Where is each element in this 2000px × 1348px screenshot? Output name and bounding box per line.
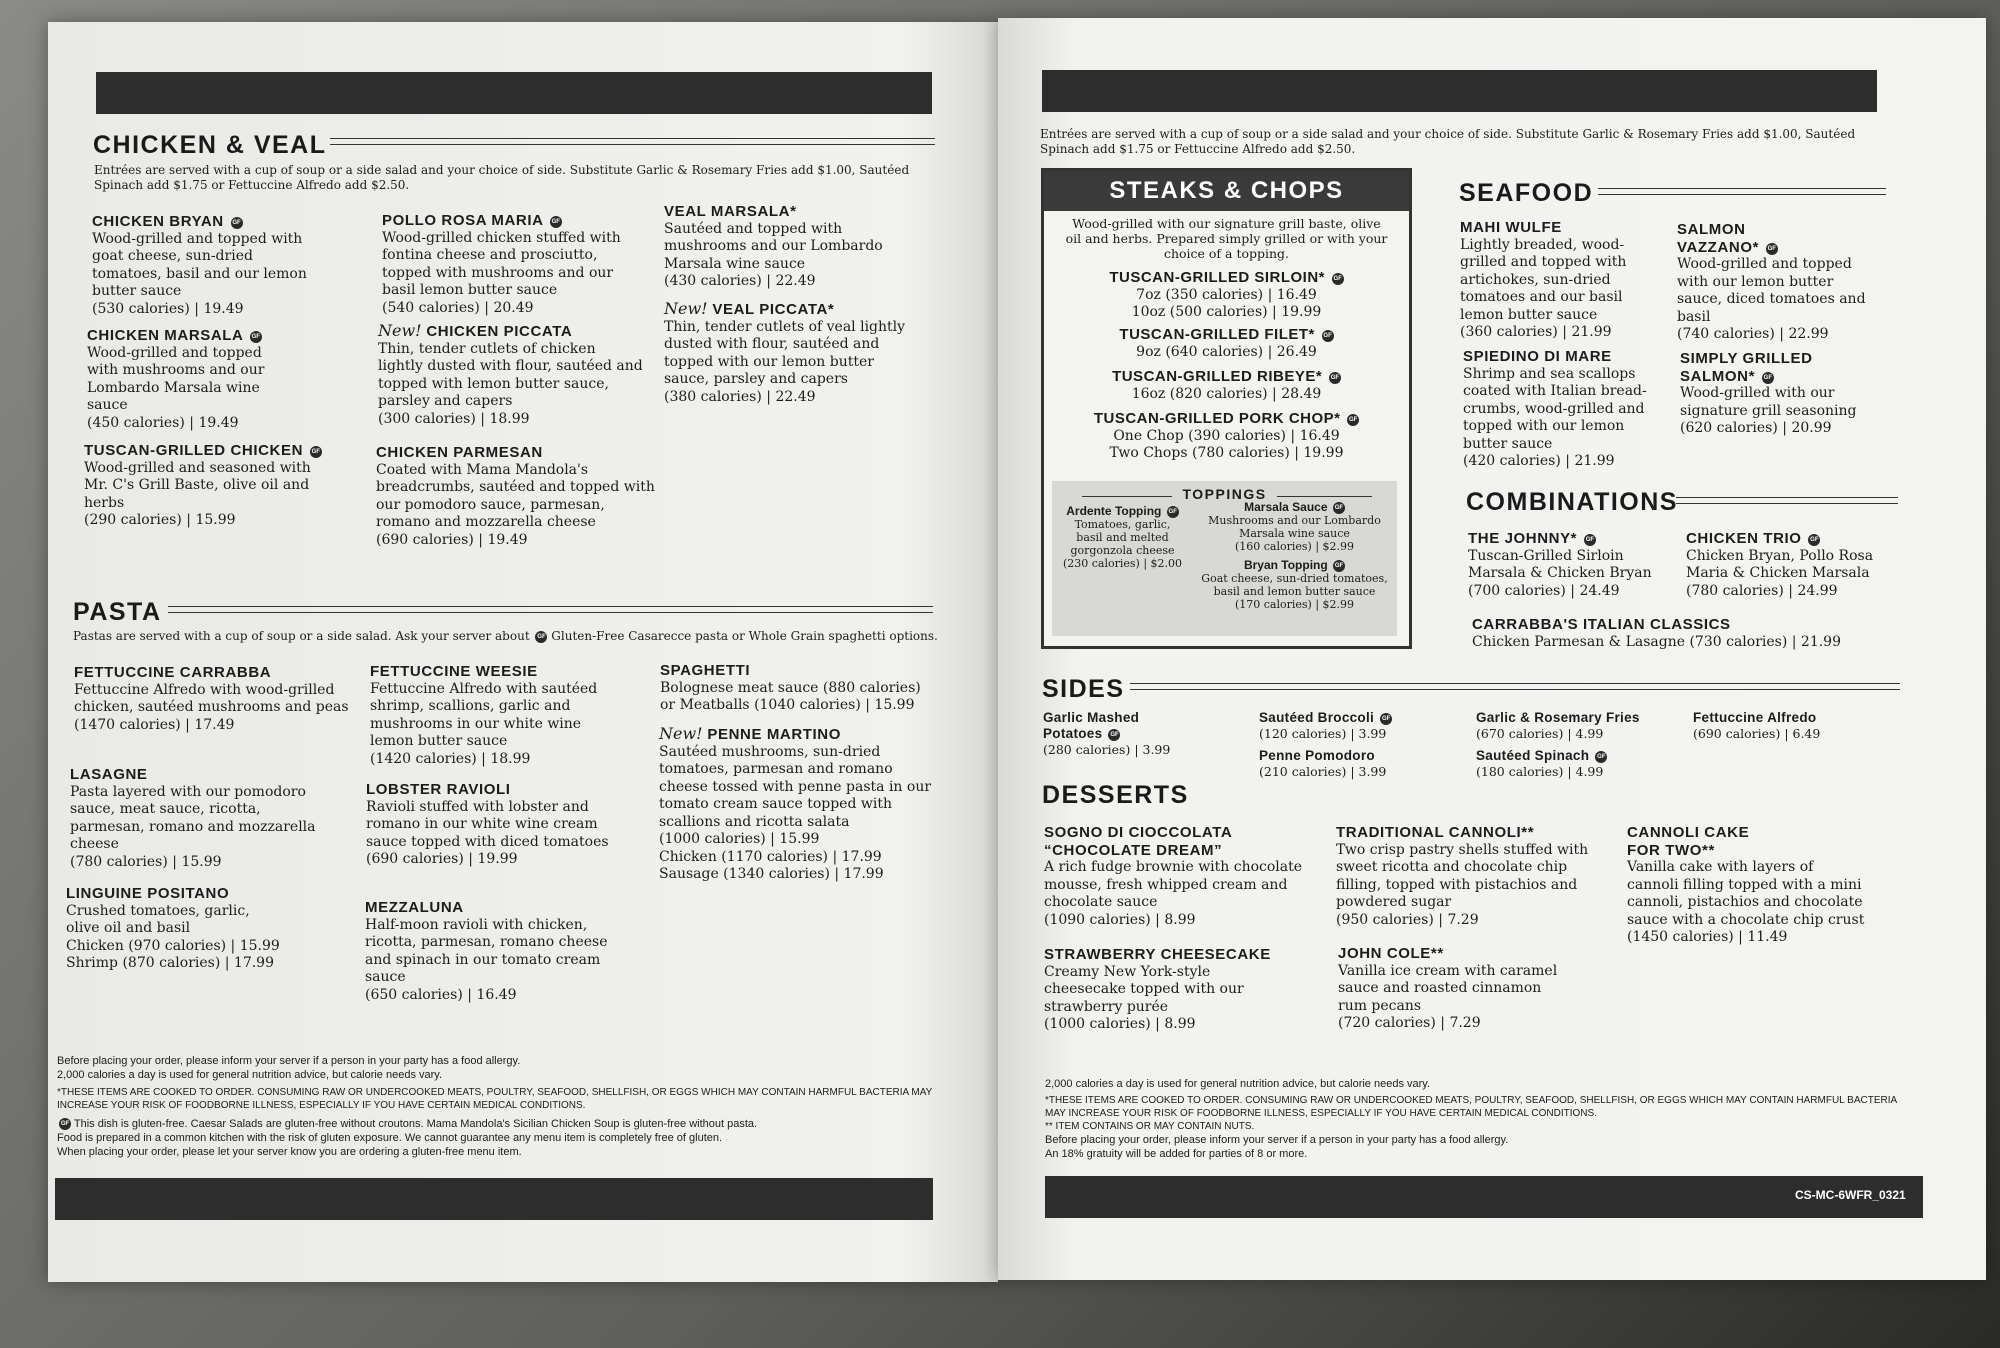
item-description: Sautéed and topped with mushrooms and our Lombardo Marsala wine sauce [664,220,883,272]
item-name: MAHI WULFE [1460,219,1562,236]
header-bar-right [1042,70,1877,112]
item-price: (1420 calories) | 18.99 [370,750,531,767]
item-description: Two crisp pastry shells stuffed with sweet ricotta and chocolate chip filling, topped with pistachios and powdered sugar [1336,841,1589,910]
item-description: Wood-grilled chicken stuffed with fontina cheese and prosciutto, topped with mushrooms and our basil lemon butter sauce [382,229,621,298]
gluten-free-icon: GF [59,1118,71,1130]
item-price: (1450 calories) | 11.49 [1627,929,1788,945]
item-description: Fettuccine Alfredo with sautéed shrimp, scallions, garlic and mushrooms in our white wine lemon butter sauce [370,680,598,749]
menu-item [87,327,297,432]
gluten-free-icon: GF [1595,751,1607,763]
item-name: Sautéed Broccoli GF [1259,710,1391,725]
calorie-note: 2,000 calories a day is used for general nutrition advice, but calorie needs vary. [1045,1078,1431,1090]
menu-item [1336,824,1606,929]
menu-item [70,766,335,871]
item-name: Sautéed Spinach GF [1476,748,1606,763]
steaks-note: Entrées are served with a cup of soup or a side salad and your choice of side. Substitute Garlic & Rosemary Fries add $1.00, Sautéed Spinach add $1.75 or Fettuccine Alfredo add $2.50. [1040,127,1856,156]
item-name: LOBSTER RAVIOLI [366,781,511,798]
section-rule [1130,683,1900,690]
item-description: Sautéed mushrooms, sun-dried tomatoes, parmesan and romano cheese tossed with penne pasta in our tomato cream sauce topped with scallions and ricotta salata [659,743,932,830]
gluten-free-icon: GF [1108,729,1120,741]
header-bar-left [96,72,932,114]
menu-item [1044,946,1274,1034]
item-name: FETTUCCINE WEESIE [370,663,538,680]
gluten-free-icon: GF [1380,713,1392,725]
item-price: 16oz (820 calories) | 28.49 [1131,386,1322,402]
topping-item: Marsala Sauce GF Mushrooms and our Lombardo Marsala wine sauce (160 calories) | $2.99 [1208,500,1381,553]
topping-description: Goat cheese, sun-dried tomatoes, basil and lemon butter sauce [1201,572,1388,598]
gluten-free-icon: GF [535,631,547,643]
item-description: Thin, tender cutlets of veal lightly dusted with flour, sautéed and topped with our lemon butter sauce, parsley and capers [664,318,906,387]
item-description: Wood-grilled and seasoned with Mr. C's Grill Baste, olive oil and herbs [84,459,311,511]
item-price: (720 calories) | 7.29 [1338,1015,1481,1031]
steaks-intro: Wood-grilled with our signature grill baste, olive oil and herbs. Prepared simply grilled or with your choice of a topping. [1065,216,1388,261]
item-price: (210 calories) | 3.99 [1259,764,1387,779]
item-price: (650 calories) | 16.49 [365,986,517,1003]
item-name-line2: SALMON* GF [1680,367,1772,385]
gluten-free-icon: GF [1333,560,1345,572]
item-price: Chicken (1170 calories) | 17.99 [659,848,882,865]
menu-item [1044,326,1409,361]
topping-price: (160 calories) | $2.99 [1234,540,1355,553]
item-price: (530 calories) | 19.49 [92,300,244,317]
item-price: (120 calories) | 3.99 [1259,726,1387,741]
gluten-free-icon: GF [1332,273,1344,285]
item-name: CHICKEN TRIO GF [1686,530,1819,547]
menu-item [1472,616,1892,651]
item-price: (300 calories) | 18.99 [378,410,530,427]
nut-warning: ** ITEM CONTAINS OR MAY CONTAIN NUTS. [1045,1121,1255,1132]
item-price: (780 calories) | 15.99 [70,853,222,870]
item-name: Penne Pomodoro [1259,748,1375,763]
item-price: (1000 calories) | 15.99 [659,831,820,847]
section-title-chicken-veal: CHICKEN & VEAL [93,131,327,159]
left-footer-notes [57,1054,937,1159]
gluten-free-icon: GF [1167,506,1179,518]
gluten-free-icon: GF [1762,372,1774,384]
item-name: Fettuccine Alfredo [1693,710,1817,725]
toppings-rule [1082,496,1172,497]
topping-price: (230 calories) | $2.00 [1062,557,1183,570]
menu-item [1468,530,1673,600]
item-price: 7oz (350 calories) | 16.49 [1136,287,1317,303]
item-price: (1000 calories) | 8.99 [1044,1016,1196,1032]
menu-item [1686,530,1891,600]
side-item [1043,710,1223,758]
menu-item [66,885,286,973]
section-rule [330,138,935,145]
item-price: (670 calories) | 4.99 [1476,726,1604,741]
item-name: SPAGHETTI [660,662,751,679]
gratuity-note: An 18% gratuity will be added for parties of 8 or more. [1045,1148,1308,1160]
section-rule [168,606,933,613]
section-title-desserts: DESSERTS [1042,781,1189,809]
footer-bar-left [55,1178,933,1220]
menu-item [378,322,643,428]
item-price: (450 calories) | 19.49 [87,414,239,431]
menu-item [74,664,354,734]
gluten-free-icon: GF [1322,330,1334,342]
item-name-line2: “CHOCOLATE DREAM” [1044,841,1223,859]
menu-item [370,663,625,768]
gluten-free-icon: GF [231,217,243,229]
gluten-free-icon: GF [1347,414,1359,426]
item-price: (620 calories) | 20.99 [1680,420,1832,436]
item-name: SIMPLY GRILLED [1680,350,1813,367]
item-name: CANNOLI CAKE [1627,824,1750,841]
item-price: 9oz (640 calories) | 26.49 [1136,344,1317,360]
section-title-pasta: PASTA [73,598,162,626]
item-description: Vanilla ice cream with caramel sauce and roasted cinnamon rum pecans [1338,962,1558,1014]
menu-item [1044,824,1324,929]
menu-item [659,725,934,884]
new-label: New! [378,321,422,340]
item-name: TRADITIONAL CANNOLI** [1336,824,1535,841]
topping-item: Ardente Topping GF Tomatoes, garlic, basil and melted gorgonzola cheese (230 calories) | $2.00 [1062,504,1183,570]
item-price: (690 calories) | 6.49 [1693,726,1821,741]
item-name: Garlic & Rosemary Fries [1476,710,1640,725]
item-price: (380 calories) | 22.49 [664,388,816,405]
item-name: SPIEDINO DI MARE [1463,348,1612,365]
section-rule [1598,188,1886,195]
item-description: Bolognese meat sauce (880 calories) or Meatballs (1040 calories) | 15.99 [660,679,921,713]
item-price: (180 calories) | 4.99 [1476,764,1604,779]
item-name: CHICKEN BRYAN GF [92,213,241,230]
section-title-steaks-chops: STEAKS & CHOPS [1044,171,1409,211]
calorie-note: 2,000 calories a day is used for general nutrition advice, but calorie needs vary. [57,1069,443,1081]
footer-bar-right [1045,1176,1923,1218]
item-price: (540 calories) | 20.49 [382,299,534,316]
section-title-seafood: SEAFOOD [1459,179,1594,207]
item-description: Wood-grilled and topped with goat cheese, sun-dried tomatoes, basil and our lemon butter sauce [92,230,307,299]
menu-item [1463,348,1658,471]
item-name: JOHN COLE** [1338,945,1444,962]
item-price: (280 calories) | 3.99 [1043,742,1171,757]
allergy-note: Before placing your order, please inform your server if a person in your party has a food allergy. [1045,1134,1509,1146]
right-footer-notes [1045,1077,1915,1161]
menu-item [1044,368,1409,403]
item-description: Pasta layered with our pomodoro sauce, meat sauce, ricotta, parmesan, romano and mozzarella cheese [70,783,316,852]
toppings-box [1052,481,1397,636]
menu-item [1338,945,1568,1033]
side-item [1259,748,1439,780]
topping-description: Tomatoes, garlic, basil and melted gorgonzola cheese [1070,518,1175,557]
item-description: Lightly breaded, wood-grilled and topped with artichokes, sun-dried tomatoes and our basil lemon butter sauce [1460,236,1627,323]
item-description: Wood-grilled with our signature grill seasoning [1680,385,1857,419]
gluten-free-icon: GF [550,216,562,228]
item-description: Shrimp and sea scallops coated with Italian bread-crumbs, wood-grilled and topped with our lemon butter sauce [1463,365,1647,452]
side-item [1476,710,1676,742]
menu-item [1677,221,1877,344]
section-title-combinations: COMBINATIONS [1466,488,1678,516]
item-price: (1470 calories) | 17.49 [74,716,235,733]
new-label: New! [664,299,708,318]
menu-item [1044,269,1409,321]
side-item [1259,710,1439,742]
item-name: New! VEAL PICCATA* [664,299,835,318]
menu-item [84,442,320,530]
item-price: (780 calories) | 24.99 [1686,582,1838,599]
gluten-free-icon: GF [310,446,322,458]
item-price: (360 calories) | 21.99 [1460,324,1612,340]
item-price: (950 calories) | 7.29 [1336,911,1479,928]
menu-item [664,300,914,406]
item-price: Sausage (1340 calories) | 17.99 [659,866,884,882]
steaks-chops-box [1041,168,1412,649]
item-name: SALMON [1677,221,1746,238]
menu-item [1627,824,1867,947]
menu-item [660,662,930,715]
item-name: MEZZALUNA [365,899,464,916]
item-name: New! CHICKEN PICCATA [378,321,573,340]
menu-item [382,212,647,317]
menu-item [365,899,630,1004]
section-rule [1676,497,1898,504]
item-price: Chicken (970 calories) | 15.99 [66,937,280,954]
gluten-free-icon: GF [1333,502,1345,514]
gluten-exposure-note: Food is prepared in a common kitchen with the risk of gluten exposure. We cannot guarantee any menu item is completely free of gluten. [57,1132,723,1144]
side-item [1476,748,1676,780]
item-price: One Chop (390 calories) | 16.49 [1113,428,1340,444]
item-price: (700 calories) | 24.49 [1468,582,1620,599]
item-name-line2: VAZZANO* GF [1677,238,1776,256]
item-name: THE JOHNNY* GF [1468,530,1595,547]
item-name: CHICKEN MARSALA GF [87,327,260,344]
item-price: (740 calories) | 22.99 [1677,326,1829,342]
item-price: (690 calories) | 19.49 [376,531,528,548]
item-description: Wood-grilled and topped with mushrooms and our Lombardo Marsala wine sauce [87,344,265,413]
item-description: Tuscan-Grilled Sirloin Marsala & Chicken Bryan [1468,547,1652,581]
item-name: VEAL MARSALA* [664,203,797,220]
item-description: Vanilla cake with layers of cannoli filling topped with a mini cannoli, pistachios and chocolate sauce with a chocolate chip crust [1627,859,1865,928]
item-description: Coated with Mama Mandola's breadcrumbs, sautéed and topped with our pomodoro sauce, parmesan, romano and mozzarella cheese [376,461,655,530]
item-price: 10oz (500 calories) | 19.99 [1131,304,1322,320]
menu-item [376,444,656,549]
item-name: TUSCAN-GRILLED SIRLOIN* GF [1109,269,1342,286]
gluten-free-icon: GF [1808,534,1820,546]
item-price: (420 calories) | 21.99 [1463,453,1615,469]
item-description: Ravioli stuffed with lobster and romano in our white wine cream sauce topped with diced tomatoes [366,798,609,850]
item-name: TUSCAN-GRILLED RIBEYE* GF [1112,368,1340,385]
menu-code: CS-MC-6WFR_0321 [1795,1188,1906,1202]
item-name: LASAGNE [70,766,148,783]
item-name: POLLO ROSA MARIA GF [382,212,560,229]
menu-item [664,203,914,291]
toppings-title: TOPPINGS [1182,486,1267,502]
item-name: TUSCAN-GRILLED CHICKEN GF [84,442,320,459]
item-description: A rich fudge brownie with chocolate mousse, fresh whipped cream and chocolate sauce [1044,859,1303,910]
item-name: CARRABBA'S ITALIAN CLASSICS [1472,616,1731,633]
gluten-free-icon: GF [1329,372,1341,384]
gluten-order-note: When placing your order, please let your server know you are ordering a gluten-free menu item. [57,1146,522,1158]
item-name-line2: FOR TWO** [1627,841,1715,859]
item-name: FETTUCCINE CARRABBA [74,664,272,681]
item-description: Chicken Parmesan & Lasagne (730 calories) | 21.99 [1472,633,1841,650]
item-price: (430 calories) | 22.49 [664,273,816,289]
item-name: TUSCAN-GRILLED PORK CHOP* GF [1093,410,1358,427]
menu-item [1680,350,1880,438]
menu-item [1460,219,1655,342]
item-description: Thin, tender cutlets of chicken lightly dusted with flour, sautéed and topped with lemon butter sauce, parsley and capers [378,340,643,409]
item-description: Creamy New York-style cheesecake topped with our strawberry purée [1044,963,1244,1015]
menu-item [92,213,312,318]
item-price: (290 calories) | 15.99 [84,512,236,528]
topping-item: Bryan Topping GF Goat cheese, sun-dried tomatoes, basil and lemon butter sauce (170 calories) | $2.99 [1201,558,1388,611]
item-description: Wood-grilled and topped with our lemon butter sauce, diced tomatoes and basil [1677,256,1866,325]
chicken-veal-note: Entrées are served with a cup of soup or a side salad and your choice of side. Substitute Garlic & Rosemary Fries add $1.00, Sautéed Spinach add $1.75 or Fettuccine Alfredo add $2.50. [94,163,910,192]
item-price: Shrimp (870 calories) | 17.99 [66,955,274,971]
item-price: (1090 calories) | 8.99 [1044,911,1196,928]
item-name: TUSCAN-GRILLED FILET* GF [1119,326,1332,343]
item-description: Fettuccine Alfredo with wood-grilled chicken, sautéed mushrooms and peas [74,681,349,715]
raw-food-warning: *THESE ITEMS ARE COOKED TO ORDER. CONSUMING RAW OR UNDERCOOKED MEATS, POULTRY, SEAFOOD, SHELLFISH, OR EGGS WHICH MAY CONTAIN HARMFUL BACTERIA MAY INCREASE YOUR RISK OF FOODBORNE ILLNESS, ESPECIALLY IF YOU HAVE CERTAIN MEDICAL CONDITIONS. [57,1087,933,1111]
item-name: CHICKEN PARMESAN [376,444,543,461]
item-price: (690 calories) | 19.99 [366,851,518,867]
gluten-free-icon: GF [250,331,262,343]
menu-item [366,781,621,869]
item-description: Chicken Bryan, Pollo Rosa Maria & Chicken Marsala [1686,547,1874,581]
section-title-sides: SIDES [1042,675,1125,703]
gluten-free-icon: GF [1584,534,1596,546]
item-description: Crushed tomatoes, garlic, olive oil and basil [66,902,250,936]
item-name: LINGUINE POSITANO [66,885,230,902]
toppings-rule [1277,496,1372,497]
item-name-line2: Potatoes GF [1043,726,1119,741]
item-name: New! PENNE MARTINO [659,724,842,743]
item-name: Garlic Mashed [1043,710,1140,725]
side-item [1693,710,1883,742]
gluten-free-icon: GF [1766,243,1778,255]
allergy-note: Before placing your order, please inform your server if a person in your party has a food allergy. [57,1055,521,1067]
menu-item [1044,410,1409,462]
raw-food-warning: *THESE ITEMS ARE COOKED TO ORDER. CONSUMING RAW OR UNDERCOOKED MEATS, POULTRY, SEAFOOD, SHELLFISH, OR EGGS WHICH MAY CONTAIN HARMFUL BACTERIA MAY INCREASE YOUR RISK OF FOODBORNE ILLNESS, ESPECIALLY IF YOU HAVE CERTAIN MEDICAL CONDITIONS. [1045,1095,1897,1119]
item-description: Half-moon ravioli with chicken, ricotta, parmesan, romano cheese and spinach in our tomato cream sauce [365,916,608,985]
pasta-note: Pastas are served with a cup of soup or a side salad. Ask your server about GF Gluten-Free Casarecce pasta or Whole Grain spaghetti options. [73,629,938,643]
item-price: Two Chops (780 calories) | 19.99 [1109,445,1344,461]
topping-price: (170 calories) | $2.99 [1234,598,1355,611]
topping-description: Mushrooms and our Lombardo Marsala wine sauce [1208,514,1381,540]
new-label: New! [659,724,703,743]
item-name: SOGNO DI CIOCCOLATA [1044,824,1233,841]
item-name: STRAWBERRY CHEESECAKE [1044,946,1271,963]
gluten-free-note: This dish is gluten-free. Caesar Salads are gluten-free without croutons. Mama Mandola's Sicilian Chicken Soup is gluten-free without pasta. [73,1118,758,1130]
